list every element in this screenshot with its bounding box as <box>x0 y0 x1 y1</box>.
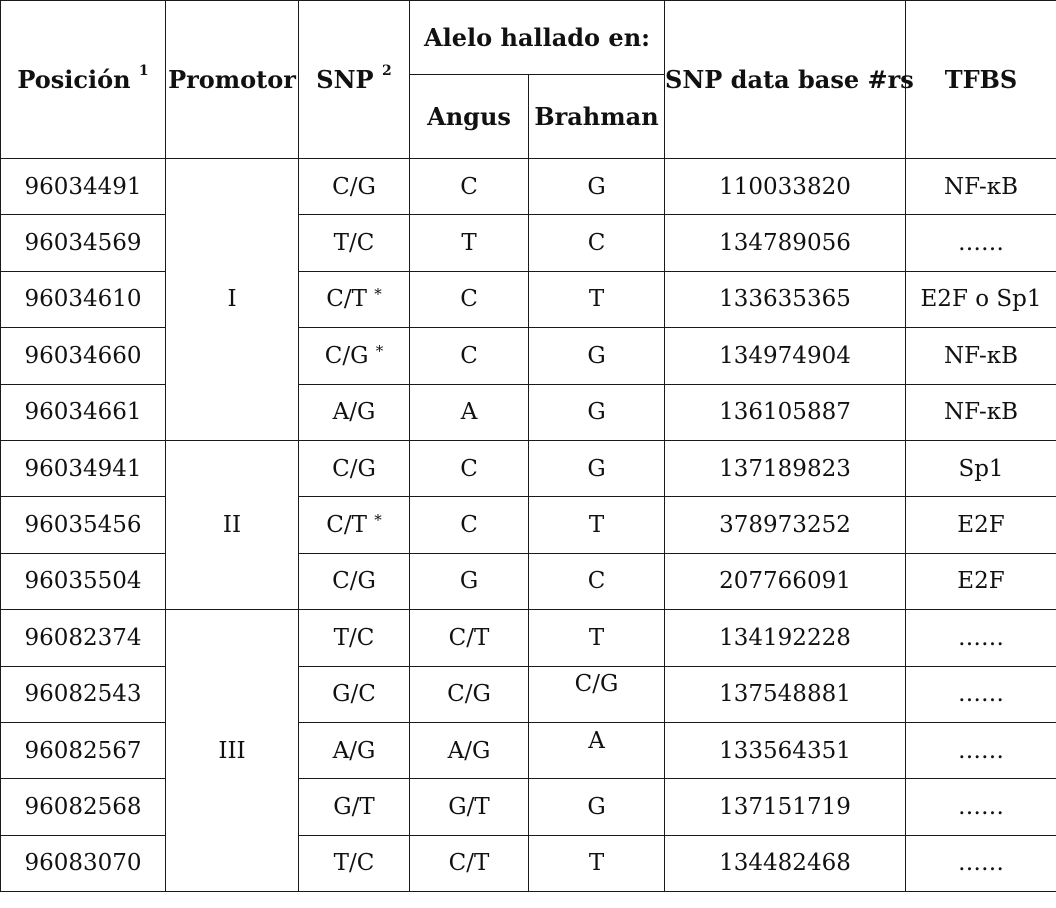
angus-allele-cell: G <box>410 553 529 609</box>
snp-rs-cell: 133635365 <box>665 271 906 327</box>
position-cell: 96034610 <box>1 271 166 327</box>
brahman-allele-cell: T <box>529 610 665 666</box>
angus-allele-cell: C/T <box>410 835 529 891</box>
snp-cell: A/G <box>299 384 410 440</box>
snp-rs-cell: 137189823 <box>665 440 906 496</box>
footnote-marker: 1 <box>138 63 149 79</box>
snp-cell: T/C <box>299 215 410 271</box>
position-cell: 96035504 <box>1 553 166 609</box>
table-row <box>1 328 1056 384</box>
position-cell: 96082567 <box>1 722 166 778</box>
tfbs-cell: NF-κB <box>906 384 1056 440</box>
position-cell: 96082568 <box>1 779 166 835</box>
angus-allele-cell: A/G <box>410 722 529 778</box>
angus-allele-cell: C <box>410 159 529 215</box>
angus-allele-cell: C <box>410 497 529 553</box>
snp-rs-cell: 134789056 <box>665 215 906 271</box>
header-alelo-group: Alelo hallado en: <box>410 1 665 75</box>
position-cell: 96035456 <box>1 497 166 553</box>
position-cell: 96082543 <box>1 666 166 722</box>
brahman-allele-cell: G <box>529 384 665 440</box>
brahman-allele-cell: C <box>529 553 665 609</box>
header-snp-database: SNP data base #rs <box>665 1 906 159</box>
snp-rs-cell: 134482468 <box>665 835 906 891</box>
table-body <box>1 159 1056 892</box>
angus-allele-cell: C <box>410 271 529 327</box>
tfbs-cell: …… <box>906 666 1056 722</box>
table-row <box>1 610 1056 666</box>
snp-rs-cell: 134974904 <box>665 328 906 384</box>
position-cell: 96082374 <box>1 610 166 666</box>
snp-cell: G/C <box>299 666 410 722</box>
brahman-allele-cell: T <box>529 497 665 553</box>
angus-allele-cell: C <box>410 328 529 384</box>
position-cell: 96034660 <box>1 328 166 384</box>
snp-rs-cell: 136105887 <box>665 384 906 440</box>
promoter-cell: I <box>166 159 299 441</box>
snp-cell: T/C <box>299 610 410 666</box>
brahman-allele-cell: T <box>529 271 665 327</box>
snp-cell: C/T * <box>299 271 410 327</box>
significance-marker: * <box>374 285 382 304</box>
position-cell: 96083070 <box>1 835 166 891</box>
brahman-allele-cell: G <box>529 328 665 384</box>
snp-cell: A/G <box>299 722 410 778</box>
snp-cell: T/C <box>299 835 410 891</box>
snp-cell: C/G <box>299 159 410 215</box>
brahman-allele-cell: G <box>529 779 665 835</box>
header-snp: SNP $^2$ <box>299 1 410 159</box>
table-row <box>1 159 1056 215</box>
footnote-marker: 2 <box>381 63 392 79</box>
table-row <box>1 779 1056 835</box>
brahman-allele-cell: T <box>529 835 665 891</box>
angus-allele-cell: G/T <box>410 779 529 835</box>
brahman-allele-cell: C <box>529 215 665 271</box>
table-row <box>1 835 1056 891</box>
table-row <box>1 440 1056 496</box>
table-row <box>1 497 1056 553</box>
tfbs-cell: E2F <box>906 497 1056 553</box>
header-tfbs: TFBS <box>906 1 1056 159</box>
angus-allele-cell: C/T <box>410 610 529 666</box>
promoter-cell: II <box>166 440 299 609</box>
tfbs-cell: Sp1 <box>906 440 1056 496</box>
position-cell: 96034941 <box>1 440 166 496</box>
tfbs-cell: …… <box>906 215 1056 271</box>
brahman-allele-cell: A <box>529 722 665 778</box>
header-row-1 <box>1 1 1056 75</box>
table-row <box>1 666 1056 722</box>
position-cell: 96034661 <box>1 384 166 440</box>
snp-rs-cell: 134192228 <box>665 610 906 666</box>
header-brahman: Brahman <box>529 75 665 159</box>
tfbs-cell: NF-κB <box>906 328 1056 384</box>
brahman-allele-cell: G <box>529 159 665 215</box>
tfbs-cell: NF-κB <box>906 159 1056 215</box>
tfbs-cell: …… <box>906 835 1056 891</box>
snp-rs-cell: 137151719 <box>665 779 906 835</box>
snp-rs-cell: 207766091 <box>665 553 906 609</box>
position-cell: 96034569 <box>1 215 166 271</box>
snp-cell: G/T <box>299 779 410 835</box>
angus-allele-cell: T <box>410 215 529 271</box>
table-row <box>1 215 1056 271</box>
tfbs-cell: …… <box>906 610 1056 666</box>
header-angus: Angus <box>410 75 529 159</box>
table-row <box>1 384 1056 440</box>
position-cell: 96034491 <box>1 159 166 215</box>
significance-marker: * <box>375 341 384 360</box>
snp-cell: C/G * <box>299 328 410 384</box>
angus-allele-cell: C/G <box>410 666 529 722</box>
header-posicion: Posición $^1$ <box>1 1 166 159</box>
brahman-allele-cell: G <box>529 440 665 496</box>
header-promotor: Promotor <box>166 1 299 159</box>
tfbs-cell: …… <box>906 722 1056 778</box>
snp-rs-cell: 137548881 <box>665 666 906 722</box>
angus-allele-cell: C <box>410 440 529 496</box>
significance-marker: * <box>374 511 382 530</box>
snp-cell: C/G <box>299 440 410 496</box>
snp-rs-cell: 378973252 <box>665 497 906 553</box>
brahman-allele-cell: C/G <box>529 666 665 722</box>
angus-allele-cell: A <box>410 384 529 440</box>
table-row <box>1 722 1056 778</box>
table-row <box>1 553 1056 609</box>
snp-cell: C/G <box>299 553 410 609</box>
snp-cell: C/T * <box>299 497 410 553</box>
snp-rs-cell: 133564351 <box>665 722 906 778</box>
promoter-cell: III <box>166 610 299 892</box>
snp-rs-cell: 110033820 <box>665 159 906 215</box>
tfbs-cell: …… <box>906 779 1056 835</box>
tfbs-cell: E2F <box>906 553 1056 609</box>
table-row <box>1 271 1056 327</box>
tfbs-cell: E2F o Sp1 <box>906 271 1056 327</box>
